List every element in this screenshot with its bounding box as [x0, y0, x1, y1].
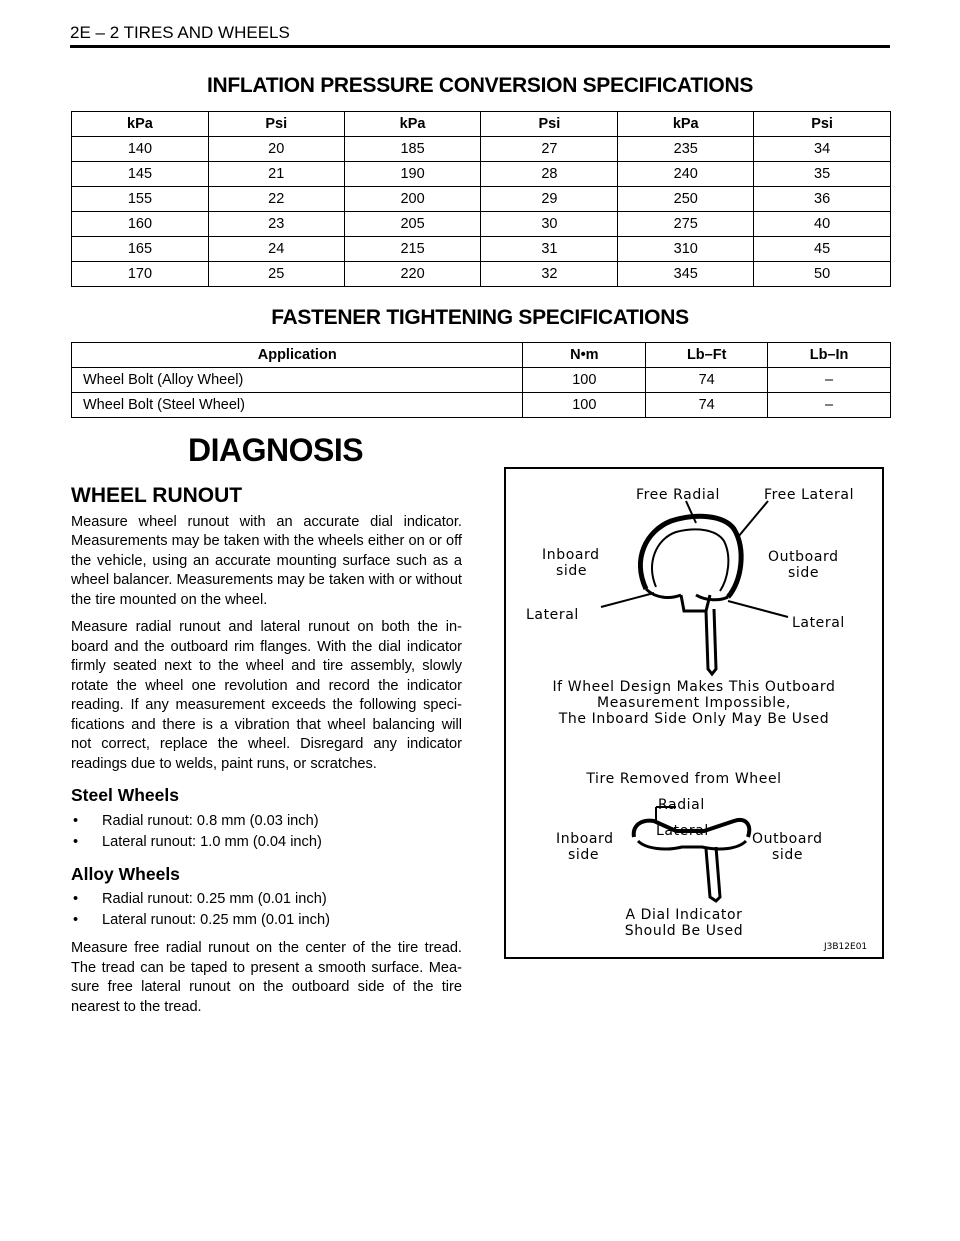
column-header: Psi [481, 112, 618, 137]
list-item: • Lateral runout: 0.25 mm (0.01 inch) [71, 910, 462, 931]
table-cell: 45 [754, 237, 891, 262]
table-cell: 140 [72, 137, 209, 162]
note-line-3: The Inboard Side Only May Be Used [558, 711, 830, 727]
table-cell: 25 [208, 262, 344, 287]
table-cell: 23 [208, 212, 344, 237]
lateral-left-label: Lateral [526, 607, 579, 623]
lateral-right-label: Lateral [792, 615, 845, 631]
dial-line-1: A Dial Indicator [625, 907, 743, 923]
table-cell: 215 [344, 237, 481, 262]
steel-wheels-heading: Steel Wheels [71, 785, 179, 805]
column-header: kPa [618, 112, 754, 137]
table-cell: 22 [208, 187, 344, 212]
table-cell: 24 [208, 237, 344, 262]
table-cell: Wheel Bolt (Steel Wheel) [72, 393, 523, 418]
table-cell: 160 [72, 212, 209, 237]
alloy-wheels-heading: Alloy Wheels [71, 863, 180, 884]
column-header: Psi [754, 112, 891, 137]
table-row [72, 368, 891, 393]
table-cell: 190 [344, 162, 481, 187]
list-item: • Lateral runout: 1.0 mm (0.04 inch) [71, 832, 462, 853]
table-cell: 36 [754, 187, 891, 212]
table-cell: 240 [618, 162, 754, 187]
diagnosis-title: DIAGNOSIS [188, 432, 364, 468]
free-radial-label: Free Radial [636, 487, 721, 503]
wheel-runout-heading: WHEEL RUNOUT [71, 484, 243, 507]
table-row [72, 187, 891, 212]
runout-diagram [506, 469, 882, 957]
table-cell: 34 [754, 137, 891, 162]
table-cell: 205 [344, 212, 481, 237]
column-header: Lb–In [768, 343, 891, 368]
table-cell: 28 [481, 162, 618, 187]
table-cell: 275 [618, 212, 754, 237]
table-header-row [72, 343, 891, 368]
header-rule [70, 45, 890, 48]
runout-paragraph-3: Measure free radial runout on the center of the tire tread. The tread can be taped to present a smooth surface. Mea-sure free lateral runout on the outboard side of the tire nearest to the tread. [71, 940, 462, 1015]
tire-wheel-drawing [601, 501, 788, 674]
tire-removed-label: Tire Removed from Wheel [586, 771, 782, 787]
table-cell: 31 [481, 237, 618, 262]
table-cell: 100 [523, 393, 646, 418]
table-cell: 250 [618, 187, 754, 212]
runout-paragraph-2: Measure radial runout and lateral runout on both the in-board and the outboard rim flanges. With the dial indicator firmly seated next to the wheel and tire assembly, slowly rotate the wheel one revolution and record the indicator reading. If any measurement exceeds the following speci-fications and there is a vibration that wheel balancing will not correct, replace the wheel. Disregard any indicator readings due to welds, paint runs, or scratches. [71, 619, 462, 772]
list-item: • Radial runout: 0.8 mm (0.03 inch) [71, 811, 462, 832]
steel-wheels-list [71, 811, 462, 853]
list-item: • Radial runout: 0.25 mm (0.01 inch) [71, 889, 462, 910]
table-row [72, 237, 891, 262]
table-cell: 27 [481, 137, 618, 162]
table-row [72, 212, 891, 237]
outboard-2-label: Outboard [752, 831, 823, 847]
fastener-title: FASTENER TIGHTENING SPECIFICATIONS [271, 306, 689, 329]
column-header: N•m [523, 343, 646, 368]
inboard-label: Inboard [542, 547, 600, 563]
column-header: Psi [208, 112, 344, 137]
table-cell: 30 [481, 212, 618, 237]
bullet-icon: • [73, 891, 79, 907]
figure-code: J3B12E01 [824, 942, 868, 952]
column-header: Application [72, 343, 523, 368]
table-cell: 40 [754, 212, 891, 237]
table-row [72, 137, 891, 162]
outboard-label: Outboard [768, 549, 839, 565]
outboard-2-side-label: side [772, 847, 804, 863]
table-cell: 21 [208, 162, 344, 187]
inflation-title: INFLATION PRESSURE CONVERSION SPECIFICATIONS [206, 74, 754, 97]
table-cell: 32 [481, 262, 618, 287]
column-header: kPa [72, 112, 209, 137]
column-header: kPa [344, 112, 481, 137]
lateral-mid-label: Lateral [656, 823, 709, 839]
note-line-1: If Wheel Design Makes This Outboard [552, 679, 836, 695]
bullet-icon: • [73, 833, 79, 850]
table-cell: 165 [72, 237, 209, 262]
table-cell: 145 [72, 162, 209, 187]
table-cell: 29 [481, 187, 618, 212]
table-cell: – [768, 393, 891, 418]
inboard-2-label: Inboard [556, 831, 614, 847]
table-row [72, 162, 891, 187]
rim-drawing [634, 807, 749, 901]
page-header: 2E – 2 TIRES AND WHEELS [70, 23, 290, 42]
table-row [72, 262, 891, 287]
table-cell: 235 [618, 137, 754, 162]
table-cell: 35 [754, 162, 891, 187]
table-header-row [72, 112, 891, 137]
runout-paragraph-1: Measure wheel runout with an accurate dial indicator. Measurements may be taken with the wheels either on or off the vehicle, using an accurate mounting surface such as a wheel balancer. Measurements may be taken with or without the tire mounted on the wheel. [71, 513, 462, 608]
table-cell: Wheel Bolt (Alloy Wheel) [72, 368, 523, 393]
runout-figure [504, 467, 884, 959]
table-cell: 220 [344, 262, 481, 287]
bullet-icon: • [73, 812, 79, 829]
column-header: Lb–Ft [646, 343, 768, 368]
table-cell: – [768, 368, 891, 393]
note-line-2: Measurement Impossible, [597, 695, 791, 711]
table-cell: 170 [72, 262, 209, 287]
table-cell: 345 [618, 262, 754, 287]
inflation-table [71, 111, 891, 287]
outboard-side-label: side [788, 565, 820, 581]
table-cell: 100 [523, 368, 646, 393]
bullet-icon: • [73, 912, 79, 928]
table-row [72, 393, 891, 418]
dial-line-2: Should Be Used [624, 923, 744, 939]
alloy-wheels-list [71, 889, 462, 931]
runout-column [71, 486, 462, 1025]
table-cell: 310 [618, 237, 754, 262]
inboard-side-label: side [556, 563, 588, 579]
table-cell: 155 [72, 187, 209, 212]
table-cell: 74 [646, 393, 768, 418]
table-cell: 74 [646, 368, 768, 393]
table-cell: 200 [344, 187, 481, 212]
fastener-table [71, 342, 891, 418]
free-lateral-label: Free Lateral [764, 487, 855, 503]
inboard-2-side-label: side [568, 847, 600, 863]
table-cell: 185 [344, 137, 481, 162]
table-cell: 50 [754, 262, 891, 287]
radial-label: Radial [658, 797, 705, 813]
table-cell: 20 [208, 137, 344, 162]
